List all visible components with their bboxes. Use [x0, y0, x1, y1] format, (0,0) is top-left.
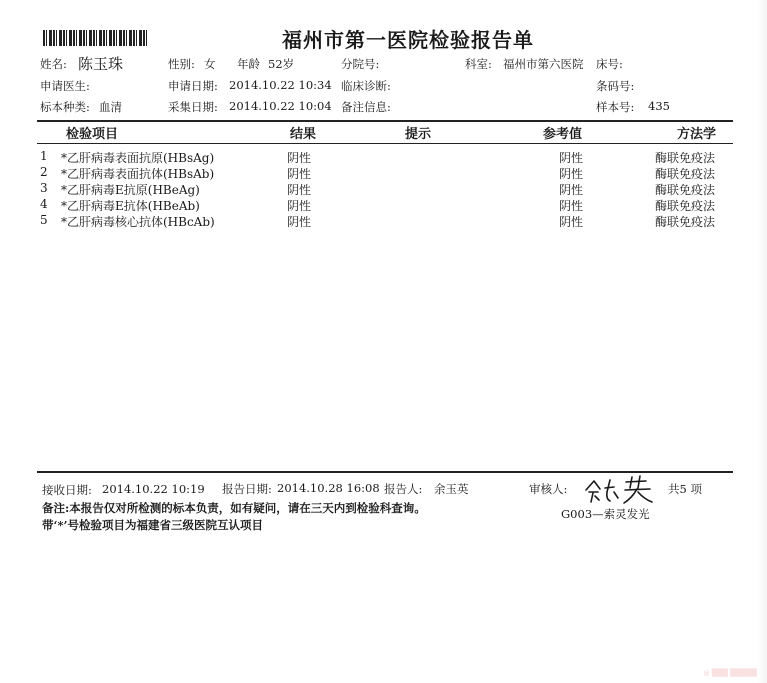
report-date: 2014.10.28 16:08 — [277, 481, 380, 495]
test-method: 酶联免疫法 — [655, 199, 716, 213]
test-item: *乙肝病毒表面抗原(HBsAg) — [61, 151, 215, 165]
table-row — [38, 181, 728, 197]
row-number: 4 — [40, 197, 48, 211]
test-result: 阴性 — [287, 199, 312, 213]
total-items: 共5 项 — [668, 482, 702, 496]
reference-value: 阴性 — [559, 167, 584, 181]
test-method: 酶联免疫法 — [655, 151, 716, 165]
report-date-label: 报告日期: — [222, 482, 272, 496]
test-result: 阴性 — [287, 167, 312, 181]
reviewer-label: 审核人: — [529, 482, 568, 496]
reporter-label: 报告人: — [384, 482, 423, 496]
specimen-type: 血清 — [99, 100, 122, 114]
row-number: 3 — [40, 181, 48, 195]
specimen-label: 标本种类: — [40, 100, 90, 114]
table-row — [38, 197, 728, 213]
col-header-result: 结果 — [290, 127, 317, 142]
table-row — [38, 213, 728, 229]
test-result: 阴性 — [287, 215, 312, 229]
age-label: 年龄 — [237, 57, 260, 71]
branch-label: 分院号: — [341, 57, 380, 71]
report-note-2: 带‘*’号检验项目为福建省三级医院互认项目 — [42, 518, 264, 532]
report-title: 福州市第一医院检验报告单 — [282, 28, 534, 52]
gender-label: 性别: — [168, 57, 195, 71]
row-number: 1 — [40, 149, 48, 163]
test-item: *乙肝病毒E抗原(HBeAg) — [61, 183, 200, 197]
dept-label: 科室: — [465, 57, 492, 71]
report-note-1: 备注:本报告仅对所检测的标本负责，如有疑问，请在三天内到检验科查询。 — [42, 501, 426, 515]
patient-age: 52岁 — [268, 57, 295, 71]
bed-label: 床号: — [596, 57, 623, 71]
reporter-name: 余玉英 — [434, 482, 469, 496]
reference-value: 阴性 — [559, 183, 584, 197]
collect-date-label: 采集日期: — [168, 100, 218, 114]
reviewer-signature — [580, 472, 660, 506]
table-row — [38, 165, 728, 181]
receive-date-label: 接收日期: — [42, 483, 92, 497]
col-header-method: 方法学 — [677, 127, 717, 142]
row-number: 5 — [40, 213, 48, 227]
sample-no: 435 — [648, 99, 670, 113]
test-item: *乙肝病毒核心抗体(HBcAb) — [61, 215, 215, 229]
row-number: 2 — [40, 165, 48, 179]
watermark-icon: ◎ ▒▒▒ ▒▒▒▒▒ — [703, 669, 757, 677]
reference-value: 阴性 — [559, 199, 584, 213]
notes-label: 备注信息: — [341, 100, 391, 114]
col-header-hint: 提示 — [405, 127, 432, 142]
table-row — [38, 149, 728, 165]
doctor-label: 申请医生: — [40, 79, 90, 93]
test-item: *乙肝病毒E抗体(HBeAb) — [61, 199, 200, 213]
barcode-label: 条码号: — [596, 79, 635, 93]
test-result: 阴性 — [287, 183, 312, 197]
sample-no-label: 样本号: — [596, 100, 635, 114]
patient-dept: 福州市第六医院 — [503, 57, 584, 71]
test-item: *乙肝病毒表面抗体(HBsAb) — [61, 167, 215, 181]
test-method: 酶联免疫法 — [655, 215, 716, 229]
test-result: 阴性 — [287, 151, 312, 165]
reference-value: 阴性 — [559, 215, 584, 229]
name-label: 姓名: — [40, 57, 67, 71]
patient-gender: 女 — [204, 57, 216, 71]
diagnosis-label: 临床诊断: — [341, 79, 391, 93]
barcode — [43, 30, 147, 46]
test-method: 酶联免疫法 — [655, 167, 716, 181]
apply-date-label: 申请日期: — [168, 79, 218, 93]
col-header-reference: 参考值 — [543, 127, 583, 142]
table-top-rule — [37, 120, 733, 122]
table-header-rule — [37, 143, 733, 144]
reference-value: 阴性 — [559, 151, 584, 165]
instrument-code: G003—索灵发光 — [561, 507, 650, 521]
col-header-item: 检验项目 — [66, 127, 119, 142]
receive-date: 2014.10.22 10:19 — [102, 482, 205, 496]
collect-date: 2014.10.22 10:04 — [229, 99, 332, 113]
patient-name: 陈玉珠 — [78, 55, 124, 73]
test-method: 酶联免疫法 — [655, 183, 716, 197]
scan-edge-shadow — [757, 0, 767, 683]
apply-date: 2014.10.22 10:34 — [229, 78, 332, 92]
